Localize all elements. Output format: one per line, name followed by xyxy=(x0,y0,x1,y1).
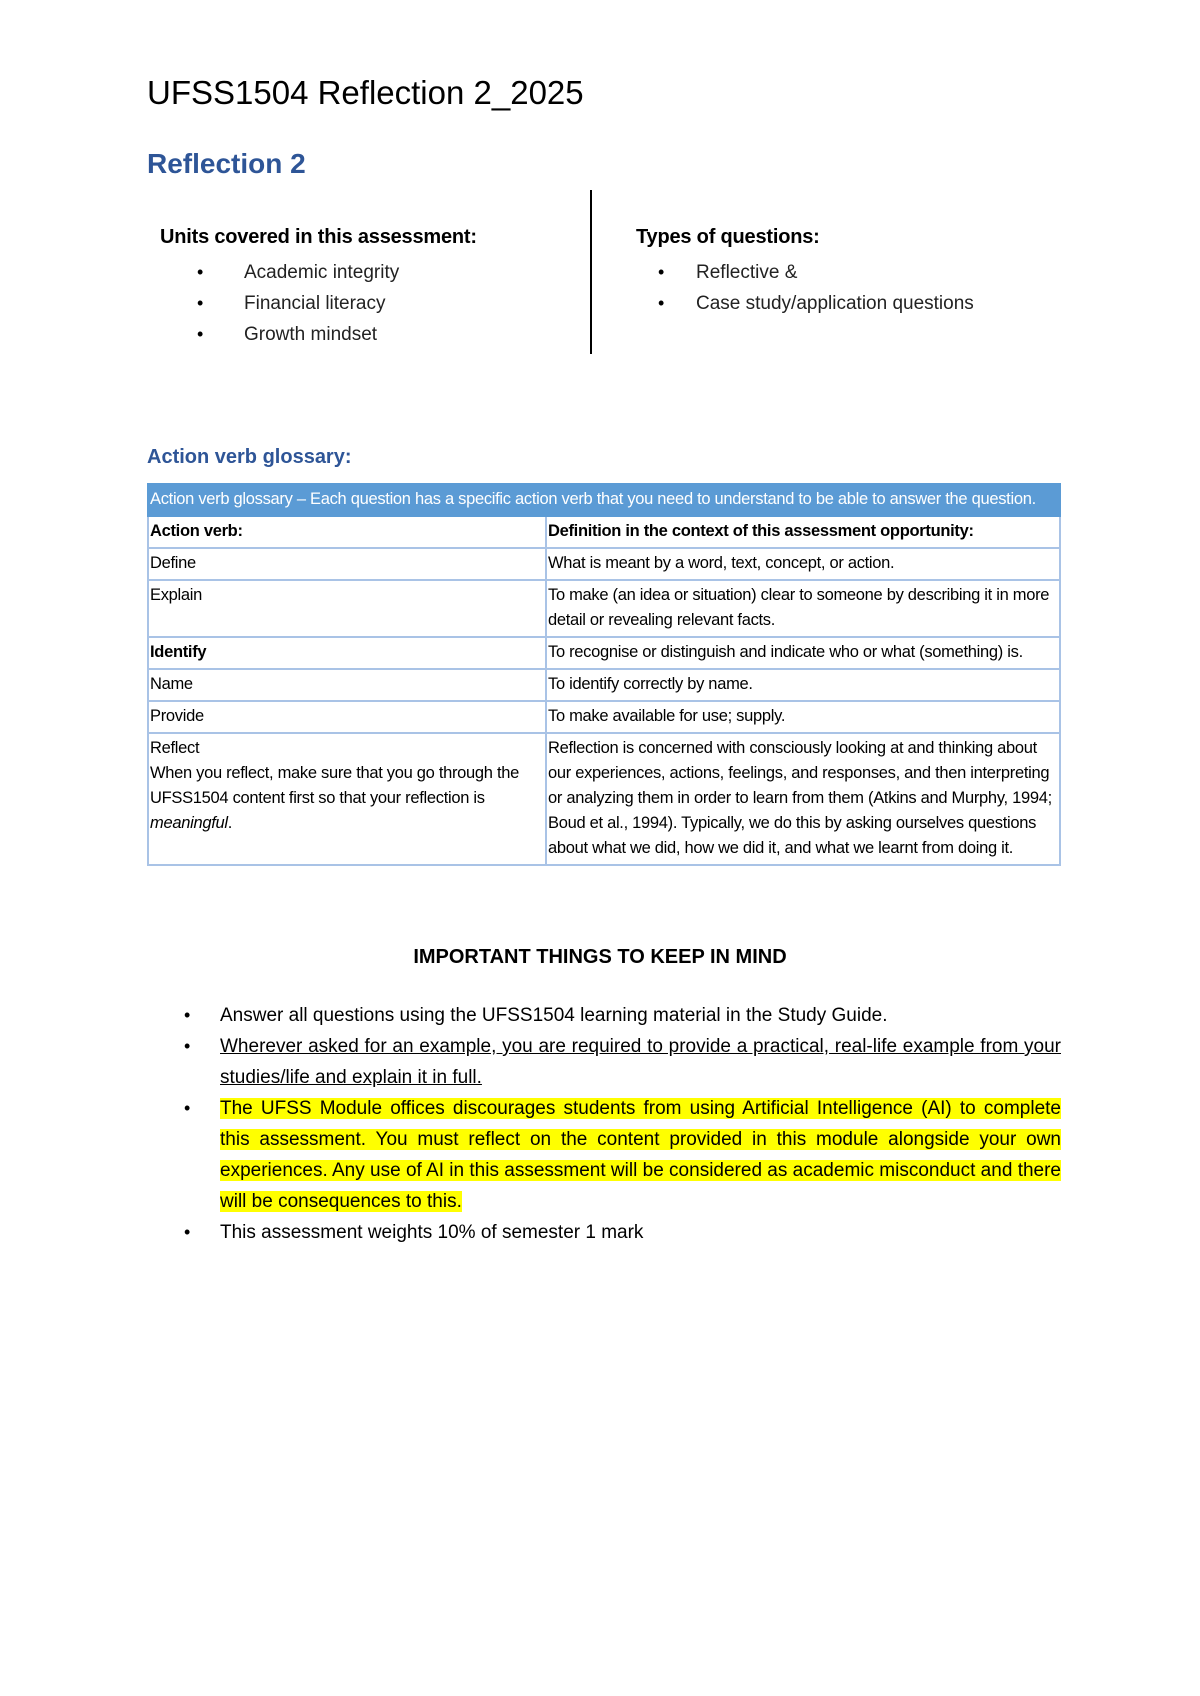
glossary-label: Action verb glossary: xyxy=(147,446,352,468)
page-title: UFSS1504 Reflection 2_2025 xyxy=(147,74,584,111)
units-heading: Units covered in this assessment: xyxy=(160,226,477,248)
table-header-row xyxy=(148,516,1060,548)
list-item: • Financial literacy xyxy=(160,288,477,319)
units-covered-block xyxy=(160,226,477,350)
item-text: This assessment weights 10% of semester 1 mark xyxy=(220,1222,644,1243)
types-list xyxy=(636,257,974,319)
types-heading: Types of questions: xyxy=(636,226,820,248)
list-item: • Academic integrity xyxy=(160,257,477,288)
list-item: • Growth mindset xyxy=(160,319,477,350)
item-text: Answer all questions using the UFSS1504 learning material in the Study Guide. xyxy=(220,1005,888,1026)
table-row xyxy=(148,669,1060,701)
verb-cell: Define xyxy=(148,548,546,580)
list-item xyxy=(147,1217,1061,1248)
units-list xyxy=(160,257,477,350)
column-header-verb: Action verb: xyxy=(148,516,546,548)
verb-cell: Identify xyxy=(148,637,546,669)
verb-cell: Provide xyxy=(148,701,546,733)
important-heading: IMPORTANT THINGS TO KEEP IN MIND xyxy=(413,946,787,968)
section-heading: Reflection 2 xyxy=(147,148,306,179)
list-item xyxy=(147,1000,1061,1031)
definition-cell: Reflection is concerned with consciously looking at and thinking about our experiences, actions, feelings, and responses, and then interpreting or analyzing them in order to learn from them (Atkins and Murphy, 1994; Boud et al., 1994). Typically, we do this by asking ourselves questions about what we did, how we did it, and what we learnt from doing it. xyxy=(546,733,1060,865)
verb-cell: Name xyxy=(148,669,546,701)
table-row xyxy=(148,548,1060,580)
list-item: • Case study/application questions xyxy=(636,288,974,319)
reflect-note-text: When you reflect, make sure that you go through the UFSS1504 content first so that your reflection is xyxy=(150,764,520,807)
important-list xyxy=(147,1000,1061,1248)
definition-cell: What is meant by a word, text, concept, or action. xyxy=(546,548,1060,580)
verb-cell: Explain xyxy=(148,580,546,637)
action-verb-table xyxy=(147,483,1061,866)
list-item: • Reflective & xyxy=(636,257,974,288)
table-banner-row xyxy=(148,484,1060,516)
column-header-definition: Definition in the context of this assessment opportunity: xyxy=(546,516,1060,548)
definition-cell: To make available for use; supply. xyxy=(546,701,1060,733)
table-row xyxy=(148,580,1060,637)
column-divider xyxy=(590,190,592,354)
item-text-highlighted: The UFSS Module offices discourages students from using Artificial Intelligence (AI) to complete this assessment. You must reflect on the content provided in this module alongside your own experiences. Any use of AI in this assessment will be considered as academic misconduct and there will be consequences to this. xyxy=(220,1098,1061,1212)
table-banner: Action verb glossary – Each question has a specific action verb that you need to understand to be able to answer the question. xyxy=(148,484,1060,516)
table-row xyxy=(148,733,1060,865)
definition-cell: To recognise or distinguish and indicate who or what (something) is. xyxy=(546,637,1060,669)
question-types-block xyxy=(636,226,974,319)
definition-cell: To identify correctly by name. xyxy=(546,669,1060,701)
reflect-note xyxy=(150,761,544,836)
reflect-note-emphasis: meaningful xyxy=(150,814,228,832)
item-text-underlined: Wherever asked for an example, you are required to provide a practical, real-life example from your studies/life and explain it in full. xyxy=(220,1036,1061,1088)
list-item xyxy=(147,1031,1061,1093)
verb-cell xyxy=(148,733,546,865)
reflect-verb: Reflect xyxy=(150,739,200,757)
reflect-note-end: . xyxy=(227,814,233,832)
definition-cell: To make (an idea or situation) clear to someone by describing it in more detail or revealing relevant facts. xyxy=(546,580,1060,637)
list-item xyxy=(147,1093,1061,1217)
table-row xyxy=(148,701,1060,733)
table-row xyxy=(148,637,1060,669)
